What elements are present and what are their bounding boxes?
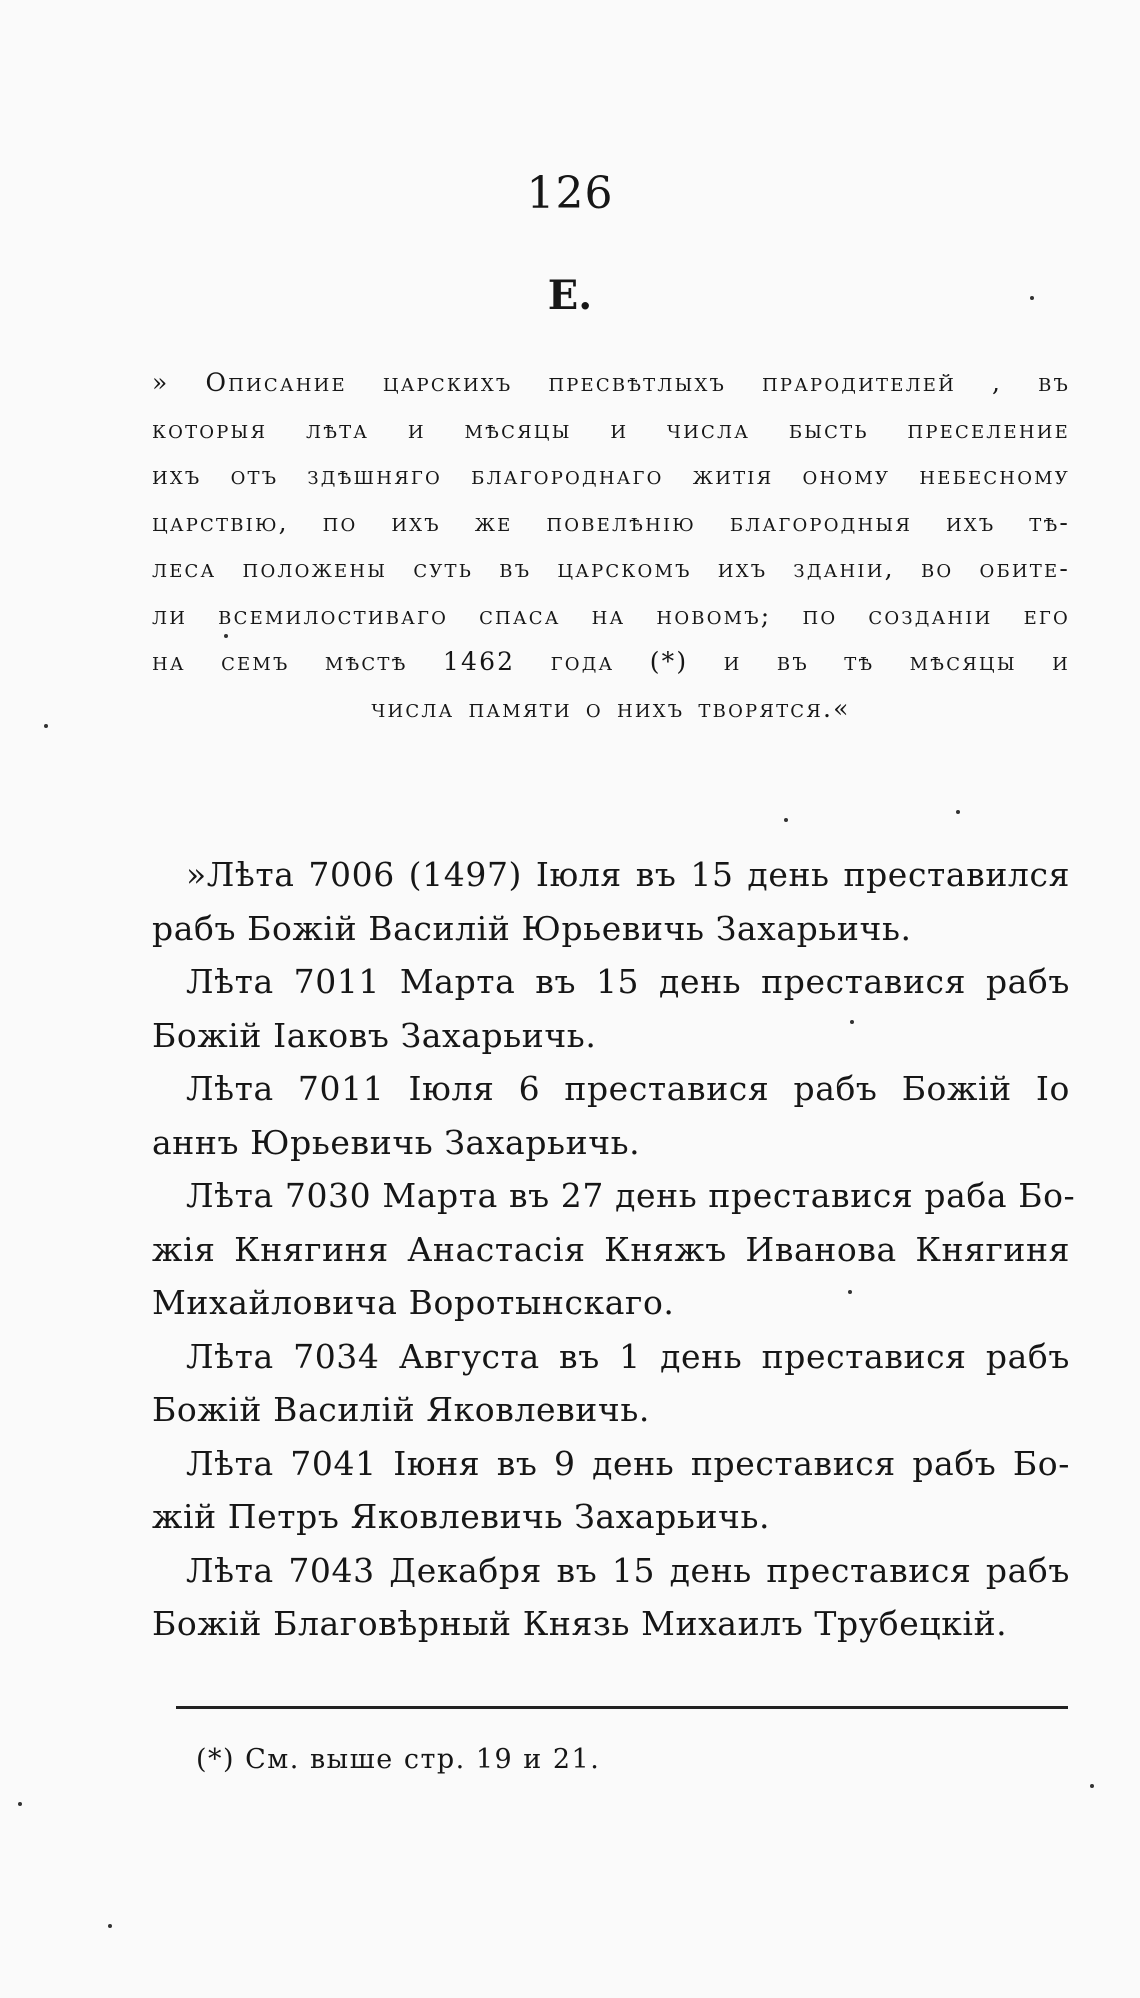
footnote: (*) См. выше стр. 19 и 21.	[196, 1744, 601, 1775]
entry	[152, 848, 1070, 955]
scan-speck	[1030, 296, 1034, 300]
entry-line: аннъ Юрьевичь Захарьичь.	[152, 1122, 641, 1162]
scan-speck	[1090, 1784, 1094, 1788]
scan-speck	[224, 634, 228, 638]
entry-line: Михайловича Воротынскаго.	[152, 1283, 675, 1322]
heading-line: которыя лѣта и мѣсяцы и числа бысть преселение	[152, 414, 1070, 444]
scan-speck	[18, 1802, 22, 1806]
heading-line: царствiю, по ихъ же повелѣнiю благородныя ихъ тѣ-	[152, 507, 1070, 537]
entry-line: Божiй Василiй Яковлевичь.	[152, 1390, 650, 1429]
entry-line: Божiй Благовѣрный Князь Михаилъ Трубецкiй.	[152, 1604, 1008, 1643]
entry	[152, 1169, 1076, 1330]
entries-list	[152, 848, 1076, 1651]
page-number: 126	[526, 168, 614, 219]
entry-line: Лѣта 7011 Iюля 6 преставися рабъ Божiй Iо	[186, 1069, 1070, 1108]
scan-speck	[956, 810, 960, 814]
heading-line: леса положены суть въ царскомъ ихъ зданiи, во обите-	[152, 554, 1070, 583]
footnote-divider	[176, 1706, 1068, 1709]
entry	[152, 955, 1070, 1062]
scan-speck	[850, 1020, 854, 1024]
entry	[152, 1330, 1070, 1437]
heading-line: на семъ мѣстѣ 1462 года (*) и въ тѣ мѣсяцы и	[152, 647, 1070, 676]
entry-line: рабъ Божiй Василiй Юрьевичь Захарьичь.	[152, 908, 912, 948]
scan-speck	[108, 1924, 112, 1928]
heading-line: числа памяти о нихъ творятся.«	[371, 693, 851, 723]
entry	[152, 1437, 1070, 1544]
entry	[152, 1062, 1070, 1169]
scan-speck	[44, 724, 48, 728]
entry-line: Лѣта 7030 Марта въ 27 день преставися раба Бо-	[186, 1176, 1076, 1215]
entry-line: Лѣта 7034 Августа въ 1 день преставися рабъ	[186, 1336, 1070, 1376]
heading-line: ли всемилостиваго спаса на новомъ; по созданiи его	[152, 600, 1070, 630]
entry-line: Лѣта 7043 Декабря въ 15 день преставися рабъ	[186, 1550, 1070, 1590]
entry-line: жiй Петръ Яковлевичь Захарьичь.	[152, 1497, 771, 1536]
scan-speck	[784, 818, 788, 822]
entry	[152, 1544, 1070, 1651]
entry-line: Божiй Iаковъ Захарьичь.	[152, 1015, 597, 1055]
scan-speck	[848, 1290, 852, 1294]
section-letter: Е.	[547, 272, 593, 319]
entry-line: жiя Княгиня Анастасiя Княжъ Иванова Княгиня	[152, 1229, 1070, 1269]
entry-line: Лѣта 7041 Iюня въ 9 день преставися рабъ Бо-	[186, 1443, 1070, 1483]
heading-line: ихъ отъ здѣшняго благороднаго житiя оному небесному	[152, 461, 1070, 490]
heading-line: » Описание царскихъ пресвѣтлыхъ прародителей , въ	[152, 368, 1070, 397]
entry-line: Лѣта 7011 Марта въ 15 день преставися рабъ	[186, 962, 1070, 1001]
heading-paragraph	[152, 360, 1070, 732]
entry-line: »Лѣта 7006 (1497) Iюля въ 15 день преставился	[186, 855, 1070, 894]
